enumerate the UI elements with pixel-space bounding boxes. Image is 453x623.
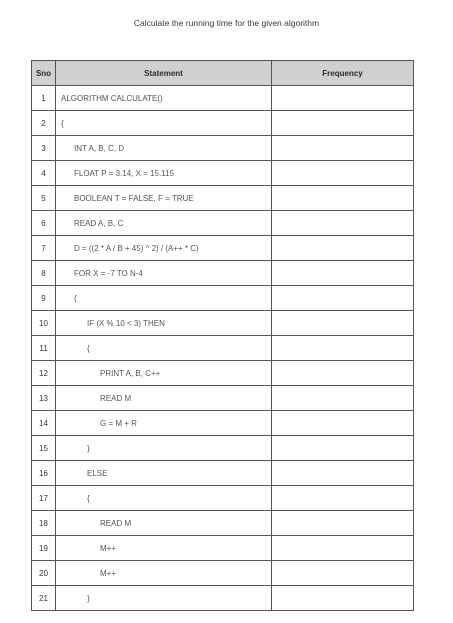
row-statement: INT A, B, C, D <box>56 136 272 161</box>
table-row <box>32 411 414 436</box>
row-sno: 15 <box>32 436 56 461</box>
table-row <box>32 86 414 111</box>
row-frequency-cell[interactable] <box>272 211 414 236</box>
row-statement: M++ <box>56 561 272 586</box>
row-frequency-cell[interactable] <box>272 136 414 161</box>
table-row <box>32 536 414 561</box>
row-statement: G = M + R <box>56 411 272 436</box>
table-row <box>32 486 414 511</box>
row-sno: 21 <box>32 586 56 611</box>
row-statement: ELSE <box>56 461 272 486</box>
table-row <box>32 511 414 536</box>
table-row <box>32 186 414 211</box>
row-sno: 18 <box>32 511 56 536</box>
table-row <box>32 361 414 386</box>
row-sno: 17 <box>32 486 56 511</box>
row-frequency-cell[interactable] <box>272 286 414 311</box>
row-statement: READ M <box>56 511 272 536</box>
table-body <box>32 86 414 611</box>
table-row <box>32 386 414 411</box>
row-frequency-cell[interactable] <box>272 461 414 486</box>
row-sno: 20 <box>32 561 56 586</box>
row-statement: { <box>56 286 272 311</box>
table-row <box>32 111 414 136</box>
table-row <box>32 336 414 361</box>
table-row <box>32 236 414 261</box>
row-statement: { <box>56 486 272 511</box>
table-row <box>32 261 414 286</box>
row-sno: 19 <box>32 536 56 561</box>
table-row <box>32 461 414 486</box>
row-frequency-cell[interactable] <box>272 561 414 586</box>
row-sno: 12 <box>32 361 56 386</box>
table-row <box>32 136 414 161</box>
row-statement: PRINT A, B, C++ <box>56 361 272 386</box>
row-statement: FLOAT P = 3.14, X = 15.115 <box>56 161 272 186</box>
header-frequency: Frequency <box>272 61 414 86</box>
row-frequency-cell[interactable] <box>272 111 414 136</box>
row-statement: M++ <box>56 536 272 561</box>
row-statement: { <box>56 111 272 136</box>
row-sno: 11 <box>32 336 56 361</box>
algorithm-table <box>31 60 414 611</box>
row-frequency-cell[interactable] <box>272 486 414 511</box>
row-frequency-cell[interactable] <box>272 86 414 111</box>
row-frequency-cell[interactable] <box>272 536 414 561</box>
row-frequency-cell[interactable] <box>272 386 414 411</box>
row-frequency-cell[interactable] <box>272 336 414 361</box>
row-statement: READ M <box>56 386 272 411</box>
row-frequency-cell[interactable] <box>272 361 414 386</box>
header-sno: Sno <box>32 61 56 86</box>
table-row <box>32 436 414 461</box>
table-row <box>32 311 414 336</box>
row-frequency-cell[interactable] <box>272 411 414 436</box>
table-header-row <box>32 61 414 86</box>
row-sno: 1 <box>32 86 56 111</box>
row-statement: IF (X % 10 < 3) THEN <box>56 311 272 336</box>
row-statement: } <box>56 586 272 611</box>
table-row <box>32 586 414 611</box>
table-row <box>32 561 414 586</box>
table-row <box>32 211 414 236</box>
row-sno: 6 <box>32 211 56 236</box>
row-frequency-cell[interactable] <box>272 586 414 611</box>
row-statement: } <box>56 436 272 461</box>
row-frequency-cell[interactable] <box>272 261 414 286</box>
row-frequency-cell[interactable] <box>272 236 414 261</box>
row-statement: BOOLEAN T = FALSE, F = TRUE <box>56 186 272 211</box>
row-statement: FOR X = -7 TO N-4 <box>56 261 272 286</box>
row-frequency-cell[interactable] <box>272 186 414 211</box>
row-statement: READ A, B, C <box>56 211 272 236</box>
row-statement: D = ((2 * A / B + 45) ^ 2) / (A++ * C) <box>56 236 272 261</box>
row-sno: 13 <box>32 386 56 411</box>
table-row <box>32 161 414 186</box>
row-sno: 4 <box>32 161 56 186</box>
row-frequency-cell[interactable] <box>272 436 414 461</box>
row-statement: { <box>56 336 272 361</box>
row-sno: 3 <box>32 136 56 161</box>
row-sno: 2 <box>32 111 56 136</box>
row-sno: 5 <box>32 186 56 211</box>
row-frequency-cell[interactable] <box>272 511 414 536</box>
row-frequency-cell[interactable] <box>272 311 414 336</box>
row-sno: 10 <box>32 311 56 336</box>
page-title: Calculate the running time for the given algorithm <box>133 18 320 28</box>
row-frequency-cell[interactable] <box>272 161 414 186</box>
row-sno: 14 <box>32 411 56 436</box>
header-statement: Statement <box>56 61 272 86</box>
row-sno: 16 <box>32 461 56 486</box>
table-row <box>32 286 414 311</box>
row-sno: 9 <box>32 286 56 311</box>
row-sno: 8 <box>32 261 56 286</box>
row-statement: ALGORITHM CALCULATE() <box>56 86 272 111</box>
row-sno: 7 <box>32 236 56 261</box>
